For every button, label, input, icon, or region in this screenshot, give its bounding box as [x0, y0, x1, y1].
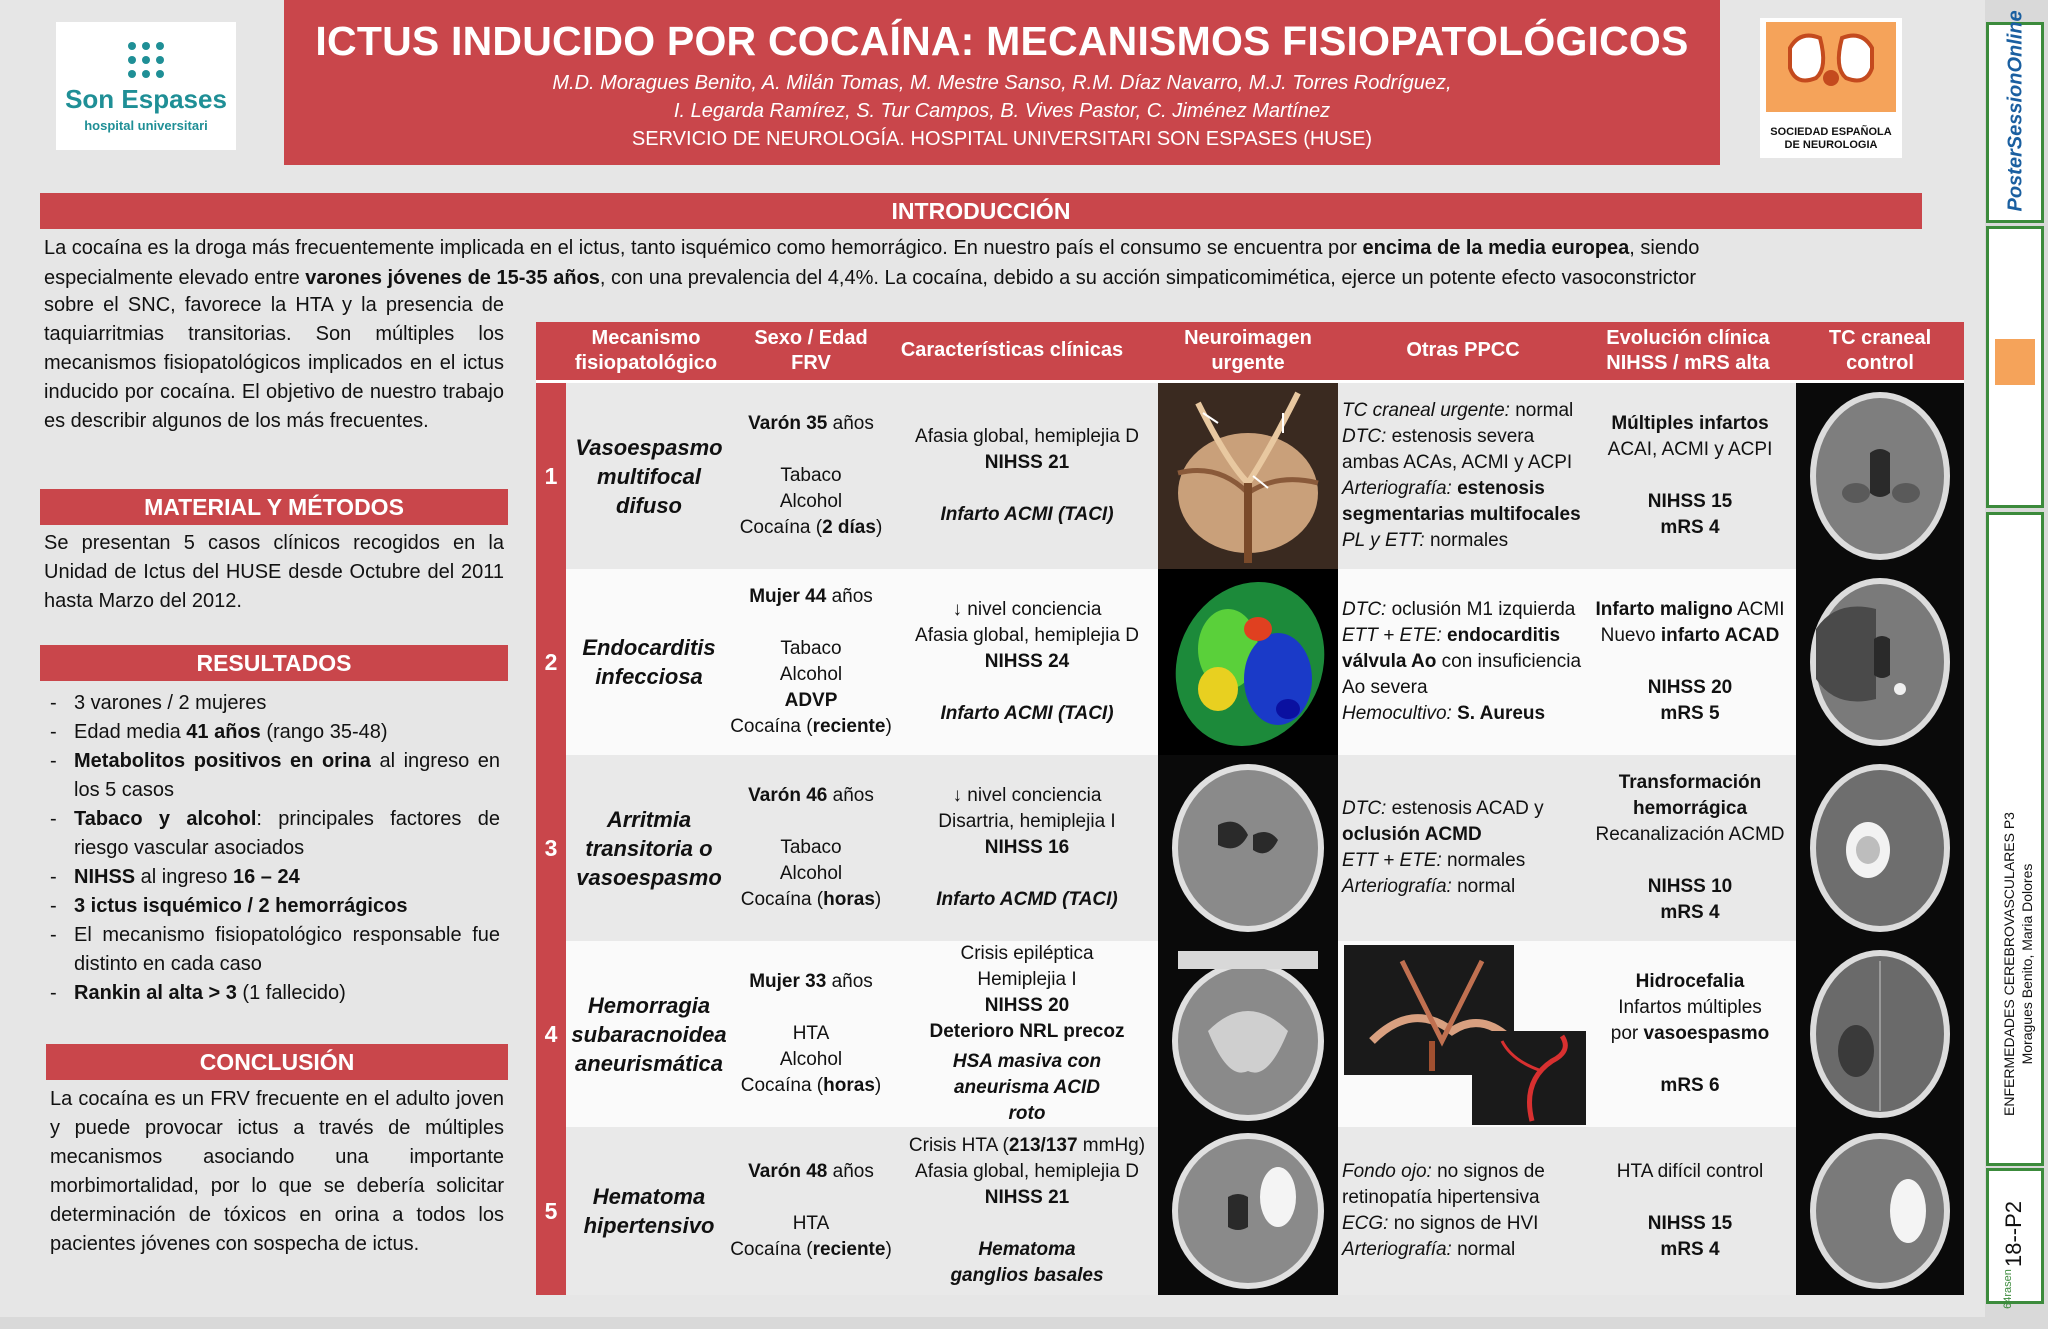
result-item	[44, 921, 500, 979]
ct-scan-icon	[1158, 755, 1338, 941]
sidebar-small-text: 64rasen	[2002, 1269, 2014, 1309]
rf-bold: 2 días	[822, 517, 876, 538]
ct-scan-icon	[1796, 1127, 1964, 1295]
test-label: ETT + ETE:	[1342, 850, 1442, 871]
rf-bold: horas	[823, 889, 875, 910]
sex: Varón	[748, 785, 801, 806]
result-bold: 16 – 24	[232, 866, 300, 888]
clinical-text: Disartria, hemiplejia I	[938, 811, 1116, 832]
test-result: normal	[1451, 876, 1516, 897]
result-item	[44, 979, 500, 1008]
result-item	[44, 892, 500, 921]
authors-line-2: I. Legarda Ramírez, S. Tur Campos, B. Vives Pastor, C. Jiménez Martínez	[673, 100, 1331, 122]
sex-age-cell	[726, 1127, 896, 1295]
evolution-text: Múltiples infartos	[1611, 413, 1769, 434]
result-text: Edad media	[74, 721, 187, 743]
other-tests-cell	[1342, 383, 1588, 569]
category-label: ENFERMEDADES CEREBROVASCULARES P3	[2001, 812, 2017, 1116]
evolution-text: Hidrocefalia	[1635, 971, 1745, 992]
result-bold: 41 años	[186, 721, 261, 743]
rf-text: Cocaína (	[739, 517, 823, 538]
test-label: Arteriografía:	[1342, 478, 1452, 499]
service: SERVICIO DE NEUROLOGÍA. HOSPITAL UNIVERSITARI SON ESPASES (HUSE)	[631, 128, 1373, 150]
evolution-text: ACAI, ACMI y ACPI	[1607, 439, 1773, 460]
risk-factor	[741, 887, 881, 913]
authors-line-1: M.D. Moragues Benito, A. Milán Tomas, M. Mestre Sanso, R.M. Díaz Navarro, M.J. Torres Rodríguez,	[552, 72, 1452, 94]
risk-factor: Tabaco	[780, 465, 842, 486]
age: 33	[805, 971, 827, 992]
ev-text: Infartos múltiples por	[1610, 997, 1762, 1044]
th-neuroimaging	[1158, 326, 1338, 376]
test-label: ETT + ETE:	[1342, 625, 1442, 646]
sex-age	[748, 1159, 874, 1185]
angiography-3d-icon	[1342, 941, 1588, 1127]
th-text: Evolución clínica	[1606, 327, 1770, 349]
rf-bold: reciente	[812, 716, 886, 737]
sex-age-cell	[726, 569, 896, 755]
test-label: PL y ETT:	[1342, 530, 1425, 551]
test-result: endocarditis válvula Ao	[1342, 625, 1561, 672]
sex-age-cell	[726, 941, 896, 1127]
th-clinical	[896, 338, 1128, 363]
row-number: 4	[536, 941, 566, 1127]
risk-factor: Alcohol	[779, 863, 843, 884]
clinical-cell	[896, 383, 1158, 569]
diagnosis: Infarto ACMI (TACI)	[940, 703, 1114, 724]
sex-age	[749, 584, 873, 610]
clinical-text	[909, 1133, 1145, 1159]
sen-logo	[1760, 18, 1902, 158]
nihss-discharge: NIHSS 15	[1647, 1213, 1733, 1234]
evolution-cell	[1588, 755, 1792, 941]
sidebar-logo-box	[1986, 226, 2044, 508]
mechanism: Hematoma hipertensivo	[583, 1184, 715, 1238]
rf-text: )	[885, 1239, 892, 1260]
th-sex-age	[726, 326, 896, 376]
bp-value: 213/137	[1008, 1135, 1078, 1156]
result-bold: Metabolitos positivos en orina	[74, 750, 371, 772]
ev-bold: infarto ACAD	[1660, 625, 1780, 646]
other-tests-cell	[1342, 1127, 1588, 1295]
mrs-discharge: mRS 4	[1660, 902, 1720, 923]
control-ct-image	[1796, 755, 1964, 941]
control-ct-image	[1796, 941, 1964, 1127]
risk-factor: ADVP	[784, 690, 838, 711]
test-result: normal	[1509, 400, 1574, 421]
poster-code: 18--P2	[2001, 1200, 2026, 1268]
test-result: no signos de retinopatía hipertensiva	[1342, 1161, 1545, 1208]
evolution-text: HTA difícil control	[1616, 1161, 1764, 1182]
age: 44	[805, 586, 827, 607]
nihss: NIHSS 16	[984, 837, 1070, 858]
nihss: NIHSS 21	[984, 1187, 1070, 1208]
sidebar-brand-box	[1986, 10, 2044, 223]
th-text: NIHSS / mRS alta	[1606, 352, 1770, 374]
cases-table	[536, 322, 1964, 1295]
title-band	[284, 0, 1720, 165]
table-header	[536, 322, 1964, 380]
result-text: al ingreso	[135, 866, 233, 888]
test-line	[1342, 528, 1588, 554]
nihss: NIHSS 20	[984, 995, 1070, 1016]
sidebar-code-box	[1986, 1168, 2044, 1304]
authors	[284, 69, 1720, 125]
son-espases-logo	[56, 22, 236, 150]
test-result: con insuficiencia Ao severa	[1342, 651, 1582, 698]
result-text: (rango 35-48)	[260, 721, 388, 743]
th-mechanism	[566, 326, 726, 376]
nihss: NIHSS 21	[984, 452, 1070, 473]
intro-heading: INTRODUCCIÓN	[40, 193, 1922, 229]
test-label: DTC:	[1342, 798, 1387, 819]
test-result: normales	[1424, 530, 1509, 551]
sex-age-cell	[726, 755, 896, 941]
evolution-cell	[1588, 1127, 1792, 1295]
age-unit: años	[826, 586, 873, 607]
risk-factor: Tabaco	[780, 638, 842, 659]
evolution-cell	[1588, 941, 1792, 1127]
bp-text: mmHg)	[1077, 1135, 1146, 1156]
diagnosis: HSA masiva con aneurisma ACID roto	[952, 1051, 1102, 1124]
sex-age-cell	[726, 383, 896, 569]
test-label: DTC:	[1342, 599, 1387, 620]
th-text: Sexo / Edad	[754, 327, 868, 349]
risk-factor: HTA	[792, 1023, 830, 1044]
test-label: Fondo ojo:	[1342, 1161, 1432, 1182]
diagnosis: Infarto ACMD (TACI)	[936, 889, 1118, 910]
test-result: oclusión M1 izquierda	[1386, 599, 1576, 620]
test-line	[1342, 1237, 1588, 1263]
clinical-text: ↓ nivel conciencia	[952, 785, 1102, 806]
risk-factor: HTA	[792, 1213, 830, 1234]
test-result: no signos de HVI	[1388, 1213, 1539, 1234]
mechanism: Vasoespasmo multifocal difuso	[575, 434, 723, 518]
mrs-discharge: mRS 4	[1660, 517, 1720, 538]
row-number: 5	[536, 1127, 566, 1295]
result-bold: Tabaco y alcohol	[74, 808, 257, 830]
sex: Varón	[748, 413, 801, 434]
th-text: Mecanismo	[591, 327, 701, 349]
evolution-cell	[1588, 569, 1792, 755]
diagnosis: Hematoma ganglios basales	[950, 1239, 1104, 1286]
author-label: Moragues Benito, Maria Dolores	[2019, 863, 2035, 1065]
test-line	[1342, 476, 1588, 528]
mechanism: Hemorragia subaracnoidea aneurismática	[571, 992, 727, 1076]
ct-scan-icon	[1796, 569, 1964, 755]
th-evolution	[1588, 326, 1788, 376]
th-text: control	[1846, 352, 1914, 374]
intro-line-1	[44, 234, 1934, 263]
rf-bold: reciente	[812, 1239, 886, 1260]
result-item	[44, 805, 500, 863]
test-label: ECG:	[1342, 1213, 1389, 1234]
test-label: Arteriografía:	[1342, 876, 1452, 897]
intro-paragraph-3: sobre el SNC, favorece la HTA y la presencia de taquiarritmias transitorias. Son múltiples los mecanismos fisiopatológicos implicados en el ictus inducido por cocaína. El objetivo de nuestro trabajo es describir algunos de los más frecuentes.	[44, 294, 504, 432]
test-line	[1342, 701, 1588, 727]
control-ct-image	[1796, 383, 1964, 569]
clinical-text: Crisis epiléptica	[960, 943, 1094, 964]
risk-factor	[740, 515, 883, 541]
test-label: TC craneal urgente:	[1342, 400, 1510, 421]
result-text: El mecanismo fisiopatológico responsable fue distinto en cada caso	[74, 924, 500, 975]
test-label: Arteriografía:	[1342, 1239, 1452, 1260]
ct-scan-icon	[1796, 941, 1964, 1127]
test-result: normales	[1441, 850, 1526, 871]
rf-text: )	[885, 716, 892, 737]
poster-title: ICTUS INDUCIDO POR COCAÍNA: MECANISMOS FISIOPATOLÓGICOS	[315, 18, 1689, 64]
table-row	[536, 569, 1964, 755]
ev-bold: vasoespasmo	[1643, 1023, 1770, 1044]
test-result: normal	[1451, 1239, 1516, 1260]
test-line	[1342, 1211, 1588, 1237]
mechanism-cell	[572, 755, 726, 941]
risk-factor	[741, 1073, 881, 1099]
mrs-discharge: mRS 6	[1660, 1075, 1720, 1096]
result-bold: NIHSS	[74, 866, 136, 888]
intro-text: , siendo	[1629, 237, 1700, 259]
other-tests-angio-image	[1342, 941, 1588, 1127]
neuroimage-ct	[1158, 941, 1338, 1127]
evolution-text: Recanalización ACMD	[1595, 824, 1785, 845]
other-tests-cell	[1342, 755, 1588, 941]
th-text: urgente	[1211, 352, 1285, 374]
intro-text: , con una prevalencia del 4,4%. La cocaína, debido a su acción simpaticomimética, ejerce un potente efecto vasoconstrictor	[599, 267, 1697, 289]
th-text: Neuroimagen	[1184, 327, 1312, 349]
age: 48	[806, 1161, 828, 1182]
test-line	[1342, 874, 1588, 900]
clinical-cell	[896, 1127, 1158, 1295]
conclusion-text: La cocaína es un FRV frecuente en el adulto joven y puede provocar ictus a través de múltiples mecanismos asociando una importante morbimortalidad, por lo que se debería solicitar determinación de tóxicos en orina a todos los pacientes jóvenes con sospecha de ictus.	[50, 1088, 504, 1255]
mechanism-cell	[572, 941, 726, 1127]
test-line	[1342, 398, 1588, 424]
rf-text: Cocaína (	[740, 1075, 824, 1096]
clinical-cell	[896, 569, 1158, 755]
clinical-text: Afasia global, hemiplejia D	[915, 625, 1139, 646]
results-heading: RESULTADOS	[40, 645, 508, 681]
risk-factor: Tabaco	[780, 837, 842, 858]
conclusion-heading: CONCLUSIÓN	[46, 1044, 508, 1080]
risk-factor: Alcohol	[779, 664, 843, 685]
sex: Mujer	[749, 586, 800, 607]
mrs-discharge: mRS 4	[1660, 1239, 1720, 1260]
bp-text: Crisis HTA (	[908, 1135, 1009, 1156]
angiography-3d-icon	[1158, 383, 1338, 569]
ev-text: ACMI	[1732, 599, 1785, 620]
neuroimage-ct	[1158, 755, 1338, 941]
control-ct-image	[1796, 1127, 1964, 1295]
risk-factor: Alcohol	[779, 1049, 843, 1070]
ct-scan-icon	[1158, 941, 1338, 1127]
result-bold: Rankin al alta > 3	[74, 982, 237, 1004]
diagnosis: Infarto ACMI (TACI)	[940, 504, 1114, 525]
th-text: fisiopatológico	[574, 352, 718, 374]
test-line	[1342, 623, 1588, 701]
methods-heading: MATERIAL Y MÉTODOS	[40, 489, 508, 525]
intro-emphasis: encima de la media europea	[1362, 237, 1630, 259]
rf-text: )	[874, 1075, 882, 1096]
evolution-text	[1601, 623, 1780, 649]
rf-text: )	[875, 517, 883, 538]
test-line	[1342, 424, 1588, 476]
intro-text: La cocaína es la droga más frecuentemente implicada en el ictus, tanto isquémico como hemorrágico. En nuestro país el consumo se encuentra por	[44, 237, 1363, 259]
sidebar-info-box	[1986, 512, 2044, 1166]
intro-text: especialmente elevado entre	[44, 267, 306, 289]
intro-emphasis: varones jóvenes de 15-35 años	[305, 267, 600, 289]
age-unit: años	[826, 971, 873, 992]
sen-small-logo-icon	[1989, 229, 2041, 505]
test-line	[1342, 597, 1588, 623]
result-bold: 3 ictus isquémico / 2 hemorrágicos	[74, 895, 408, 917]
row-number: 1	[536, 383, 566, 569]
th-other-tests	[1338, 338, 1588, 363]
result-text: al ingreso en los 5 casos	[74, 750, 501, 801]
mechanism: Endocarditis infecciosa	[582, 635, 716, 689]
th-text: FRV	[791, 352, 831, 374]
test-label: DTC:	[1342, 426, 1387, 447]
mechanism-cell	[572, 383, 726, 569]
sex-age	[748, 783, 874, 809]
nihss-discharge: NIHSS 15	[1647, 491, 1733, 512]
ct-scan-icon	[1158, 1127, 1338, 1295]
clinical-text: Afasia global, hemiplejia D	[915, 426, 1139, 447]
result-text: 3 varones / 2 mujeres	[74, 692, 267, 714]
sex-age	[749, 969, 873, 995]
row-number: 3	[536, 755, 566, 941]
clinical-text: Hemiplejia I	[977, 969, 1077, 990]
rf-text: Cocaína (	[730, 716, 813, 737]
th-control-ct	[1796, 326, 1964, 376]
age: 46	[806, 785, 828, 806]
neuroimage-perfusion	[1158, 569, 1338, 755]
result-text: (1 fallecido)	[236, 982, 346, 1004]
rf-text: )	[874, 889, 882, 910]
nihss-discharge: NIHSS 10	[1647, 876, 1733, 897]
th-text: TC craneal	[1828, 327, 1932, 349]
th-text: Características clínicas	[900, 339, 1124, 361]
evolution-cell	[1588, 383, 1792, 569]
mechanism-cell	[572, 1127, 726, 1295]
result-item	[44, 689, 500, 718]
result-text: : principales factores de riesgo vascular asociados	[74, 808, 500, 859]
test-result: estenosis segmentarias multifocales	[1342, 478, 1581, 525]
methods-text: Se presentan 5 casos clínicos recogidos en la Unidad de Ictus del HUSE desde Octubre del 2011 hasta Marzo del 2012.	[44, 532, 504, 612]
table-row	[536, 941, 1964, 1127]
nihss: NIHSS 24	[984, 651, 1070, 672]
neuroimage-angio	[1158, 383, 1338, 569]
evolution-text: Transformación hemorrágica	[1618, 772, 1762, 819]
brand-label: PosterSessionOnline	[2004, 10, 2027, 212]
evolution-text	[1605, 995, 1775, 1047]
test-result: estenosis ACAD y	[1386, 798, 1544, 819]
brain-logo-icon	[1760, 18, 1902, 118]
ct-scan-icon	[1796, 755, 1964, 941]
test-result: oclusión ACMD	[1342, 824, 1482, 845]
rf-bold: horas	[823, 1075, 875, 1096]
evolution-text	[1596, 597, 1785, 623]
table-row	[536, 755, 1964, 941]
age-unit: años	[827, 1161, 874, 1182]
sex: Varón	[748, 1161, 801, 1182]
result-item	[44, 863, 500, 892]
clinical-cell	[896, 941, 1158, 1127]
mechanism: Arritmia transitoria o vasoespasmo	[576, 806, 722, 890]
risk-factor	[730, 714, 892, 740]
nihss-discharge: NIHSS 20	[1647, 677, 1733, 698]
age: 35	[806, 413, 828, 434]
th-text: Otras PPCC	[1406, 339, 1520, 361]
ev-text: Nuevo	[1600, 625, 1661, 646]
test-line	[1342, 1159, 1588, 1211]
table-row	[536, 1127, 1964, 1295]
sex: Mujer	[749, 971, 800, 992]
logo-right-name: SOCIEDAD ESPAÑOLA DE NEUROLOGIA	[1770, 126, 1892, 151]
table-row	[536, 383, 1964, 569]
age-unit: años	[827, 413, 874, 434]
test-result: S. Aureus	[1451, 703, 1546, 724]
other-tests-cell	[1342, 569, 1588, 755]
test-line	[1342, 796, 1588, 822]
risk-factor	[730, 1237, 892, 1263]
perfusion-map-icon	[1158, 569, 1338, 755]
row-number: 2	[536, 569, 566, 755]
result-item	[44, 747, 500, 805]
sex-age	[748, 411, 874, 437]
test-label: Hemocultivo:	[1342, 703, 1452, 724]
results-list	[44, 689, 500, 1008]
logo-left-name: Son Espases	[65, 84, 227, 114]
control-ct-image	[1796, 569, 1964, 755]
result-item	[44, 718, 500, 747]
risk-factor: Alcohol	[779, 491, 843, 512]
logo-left-sub: hospital universitari	[84, 118, 208, 133]
ct-scan-icon	[1796, 383, 1964, 569]
clinical-text: ↓ nivel conciencia	[952, 599, 1102, 620]
age-unit: años	[827, 785, 874, 806]
rf-text: Cocaína (	[740, 889, 824, 910]
intro-line-2	[44, 264, 1934, 293]
clinical-text: Deterioro NRL precoz	[929, 1021, 1125, 1042]
clinical-cell	[896, 755, 1158, 941]
rf-text: Cocaína (	[730, 1239, 813, 1260]
test-line	[1342, 848, 1588, 874]
ev-bold: Infarto maligno	[1595, 599, 1733, 620]
test-result: estenosis severa ambas ACAs, ACMI y ACPI	[1342, 426, 1573, 473]
neuroimage-ct	[1158, 1127, 1338, 1295]
mechanism-cell	[572, 569, 726, 755]
mrs-discharge: mRS 5	[1660, 703, 1720, 724]
clinical-text: Afasia global, hemiplejia D	[915, 1161, 1139, 1182]
